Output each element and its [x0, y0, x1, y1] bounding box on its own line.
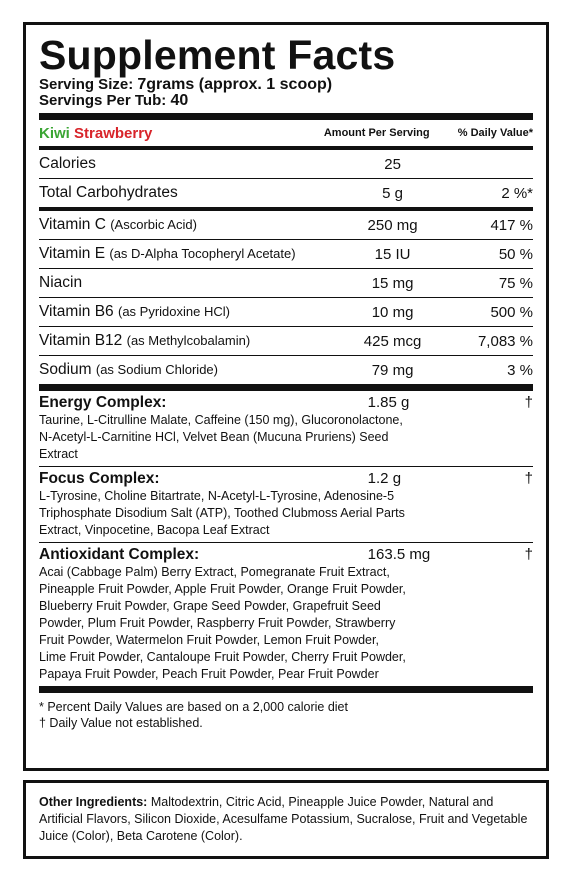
nutrient-amount: 10 mg — [371, 303, 414, 321]
nutrient-dv: 3 % — [507, 361, 534, 379]
nutrient-label: Sodium — [39, 361, 92, 378]
nutrient-source: (as Methylcobalamin) — [126, 333, 251, 348]
complex-table — [39, 391, 533, 686]
other-ingredients-text: Maltodextrin, Citric Acid, Pineapple Juice Powder, Natural and Artificial Flavors, Silicon Dioxide, Acesulfame Potassium, Sucralose, Fruit and Vegetable Juice (Color), Beta Carotene (Color). — [39, 795, 528, 843]
nutrient-amount: 425 mcg — [363, 332, 422, 350]
divider — [39, 384, 533, 391]
servings-per-tub — [39, 93, 533, 108]
nutrient-name — [39, 245, 338, 263]
servings-label: Servings Per Tub: — [39, 92, 167, 109]
nutrient-name — [39, 184, 338, 202]
nutrient-dv: 75 % — [498, 274, 534, 292]
nutrient-dv: 417 % — [490, 216, 534, 234]
serving-size-label: Serving Size: — [39, 76, 134, 93]
nutrient-row — [39, 327, 533, 355]
nutrient-name — [39, 332, 338, 350]
complex-amount: 1.2 g — [367, 470, 402, 487]
complex-name: Antioxidant Complex: — [39, 546, 200, 563]
complex-block — [39, 391, 533, 466]
divider — [39, 686, 533, 693]
nutrient-row — [39, 150, 533, 178]
dv-column-header: % Daily Value* — [457, 127, 533, 139]
complex-name: Focus Complex: — [39, 470, 160, 487]
complex-header — [39, 470, 533, 488]
complex-header — [39, 394, 533, 412]
nutrient-label: Vitamin E — [39, 245, 106, 262]
nutrient-row — [39, 356, 533, 384]
nutrient-amount: 5 g — [382, 184, 403, 202]
complex-dv: † — [524, 546, 533, 563]
nutrient-source: (as Pyridoxine HCl) — [117, 304, 230, 319]
nutrient-label: Total Carbohydrates — [39, 184, 178, 201]
nutrient-amount: 15 mg — [371, 274, 414, 292]
nutrient-table — [39, 150, 533, 384]
complex-header — [39, 546, 533, 564]
complex-name: Energy Complex: — [39, 394, 167, 411]
nutrient-label: Calories — [39, 155, 96, 172]
nutrient-label: Vitamin B6 — [39, 303, 114, 320]
nutrient-row — [39, 269, 533, 297]
other-ingredients-label: Other Ingredients: — [39, 795, 148, 809]
flavor-part-kiwi: Kiwi — [39, 124, 70, 142]
nutrient-dv: 500 % — [490, 303, 534, 321]
nutrient-source: (as D-Alpha Tocopheryl Acetate) — [109, 246, 296, 261]
nutrient-label: Vitamin C — [39, 216, 106, 233]
footnote-dagger: † Daily Value not established. — [39, 716, 203, 730]
servings-value: 40 — [170, 92, 189, 109]
serving-size — [39, 77, 533, 92]
complex-block — [39, 543, 533, 686]
nutrient-source: (as Sodium Chloride) — [95, 362, 218, 377]
serving-size-value: 7grams (approx. 1 scoop) — [137, 76, 333, 93]
nutrient-name — [39, 303, 338, 321]
complex-ingredients: L-Tyrosine, Choline Bitartrate, N-Acetyl-L-Tyrosine, Adenosine-5 Triphosphate Disodium Salt (ATP), Toothed Clubmoss Aerial Parts Extract, Vinpocetine, Bacopa Leaf Extract — [39, 489, 405, 537]
nutrient-name — [39, 361, 338, 379]
nutrient-amount: 250 mg — [367, 216, 418, 234]
nutrient-amount: 79 mg — [371, 361, 414, 379]
nutrient-dv: 2 %* — [501, 184, 534, 202]
complex-dv: † — [524, 394, 533, 411]
panel-title: Supplement Facts — [39, 32, 396, 78]
nutrient-row — [39, 211, 533, 239]
amount-column-header: Amount Per Serving — [323, 127, 430, 139]
nutrient-amount: 15 IU — [374, 245, 411, 263]
nutrient-source: (Ascorbic Acid) — [110, 217, 197, 232]
nutrient-name — [39, 274, 338, 292]
nutrient-amount: 25 — [384, 155, 401, 173]
nutrient-row — [39, 240, 533, 268]
nutrient-dv: 7,083 % — [477, 332, 534, 350]
nutrient-label: Niacin — [39, 274, 83, 291]
column-header-row — [39, 120, 533, 146]
complex-amount: 1.85 g — [367, 394, 410, 411]
complex-dv: † — [524, 470, 533, 487]
divider — [39, 113, 533, 120]
complex-amount: 163.5 mg — [367, 546, 431, 563]
nutrient-label: Vitamin B12 — [39, 332, 123, 349]
supplement-facts-panel — [23, 22, 549, 771]
nutrient-name — [39, 155, 338, 173]
other-ingredients-panel — [23, 780, 549, 859]
nutrient-name — [39, 216, 338, 234]
nutrient-row — [39, 179, 533, 207]
complex-ingredients: Acai (Cabbage Palm) Berry Extract, Pomegranate Fruit Extract, Pineapple Fruit Powder, Apple Fruit Powder, Orange Fruit Powder, Blueberry Fruit Powder, Grape Seed Powder, Grapefruit Seed Powder, Plum Fruit Powder, Raspberry Fruit Powder, Strawberry Fruit Powder, Watermelon Fruit Powder, Lemon Fruit Powder, Lime Fruit Powder, Cantaloupe Fruit Powder, Cherry Fruit Powder, Papaya Fruit Powder, Peach Fruit Powder, Pear Fruit Powder — [39, 565, 406, 681]
complex-block — [39, 467, 533, 542]
nutrient-dv: 50 % — [498, 245, 534, 263]
flavor-part-strawberry: Strawberry — [74, 124, 153, 142]
nutrient-row — [39, 298, 533, 326]
footnote-dv: * Percent Daily Values are based on a 2,000 calorie diet — [39, 700, 348, 714]
complex-ingredients: Taurine, L-Citrulline Malate, Caffeine (150 mg), Glucoronolactone, N-Acetyl-L-Carnitine HCl, Velvet Bean (Mucuna Pruriens) Seed Extract — [39, 413, 403, 461]
flavor-name — [39, 125, 324, 142]
footnotes — [39, 693, 533, 731]
